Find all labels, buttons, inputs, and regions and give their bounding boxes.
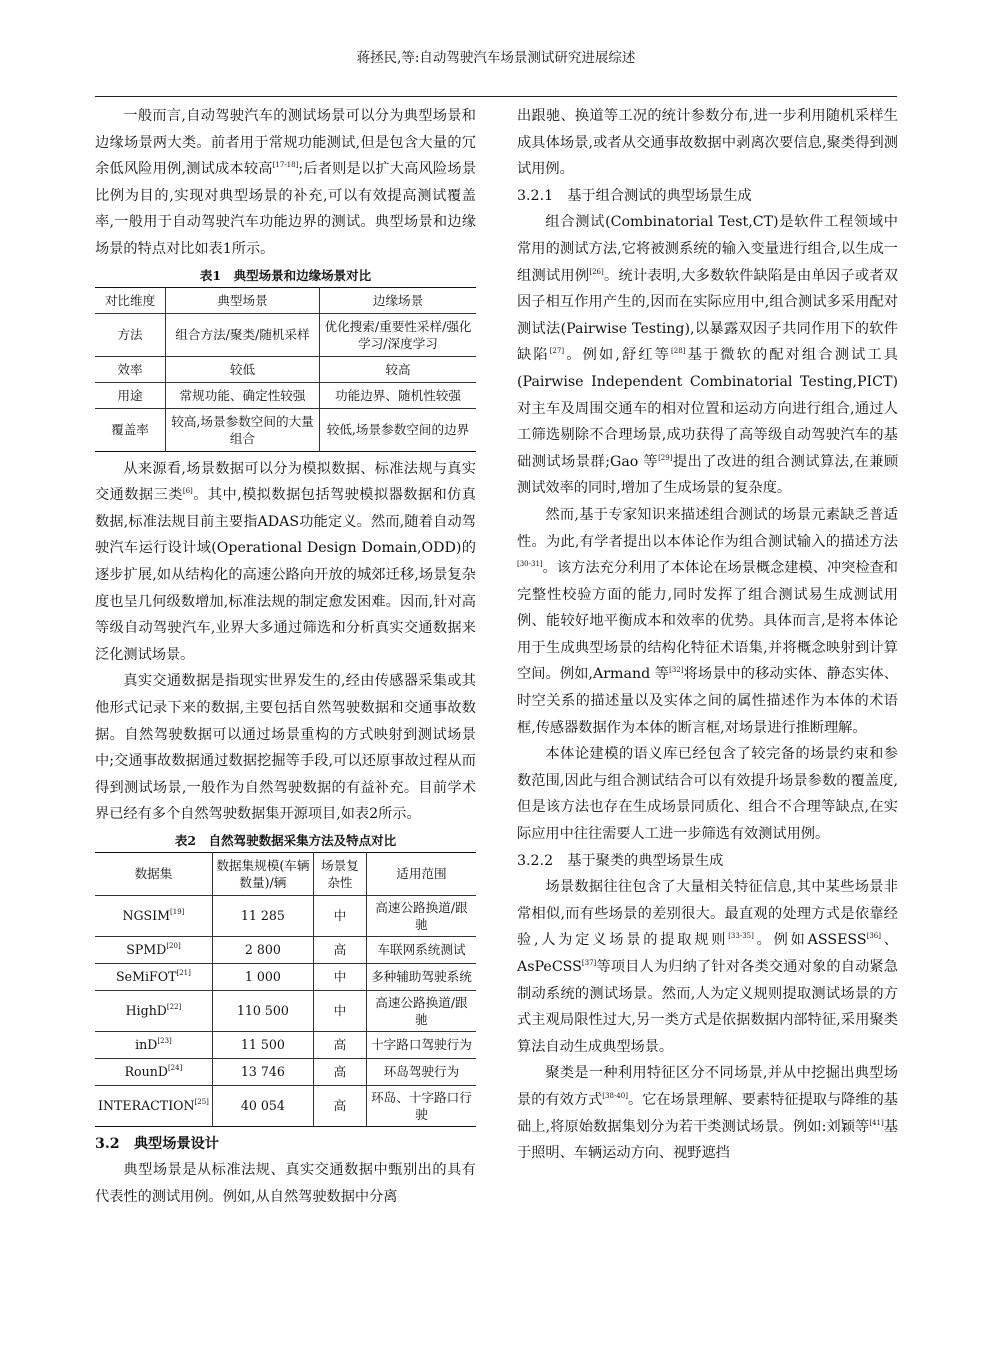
table-cell: 优化搜索/重要性采样/强化学习/深度学习 xyxy=(320,313,477,356)
citation: [17-18] xyxy=(272,161,299,170)
table-cell: 较低,场景参数空间的边界 xyxy=(320,408,477,451)
table2-header: 适用范围 xyxy=(366,852,476,895)
paragraph-data-sources: 从来源看,场景数据可以分为模拟数据、标准法规与真实交通数据三类[6]。其中,模拟数据包括驾驶模拟器数据和仿真数据,标准法规目前主要指ADAS功能定义。然而,随着自动驾驶汽车运行设计域(Operational Design Domain,ODD)的逐步扩展,如从结构化的高速公路向开放的城郊迁移,场景复杂度也呈几何级数增加,标准法规的制定愈发困难。因而,针对高等级自动驾驶汽车,业界大多通过筛选和分析真实交通数据来泛化测试场景。 xyxy=(95,460,476,663)
table2-header: 数据集规模(车辆数量)/辆 xyxy=(212,852,313,895)
table-cell: 40 054 xyxy=(212,1085,313,1126)
table-cell: 高 xyxy=(313,1058,366,1085)
table-cell: 中 xyxy=(313,963,366,990)
table1-header: 典型场景 xyxy=(166,287,320,313)
left-column xyxy=(95,103,476,1211)
table-row xyxy=(95,1031,476,1058)
table-cell: 覆盖率 xyxy=(95,408,166,451)
table-cell: 较低 xyxy=(166,356,320,382)
paragraph-combinatorial-test: 组合测试(Combinatorial Test,CT)是软件工程领域中常用的测试方法,它将被测系统的输入变量进行组合,以生成一组测试用例[26]。统计表明,大多数软件缺陷是由单因子或者双因子相互作用产生的,因而在实际应用中,组合测试多采用配对测试法(Pairwise Testing),以暴露双因子共同作用下的软件缺陷[27]。例如,舒红等[28]基于微软的配对组合测试工具(Pairwise Independent Combinatorial Testing,PICT)对主车及周围交通车的相对位置和运动方向进行组合,通过人工筛选剔除不合理场景,成功获得了高等级自动驾驶汽车的基础测试场景群;Gao 等[29]提出了改进的组合测试算法,在兼顾测试效率的同时,增加了生成场景的复杂度。 xyxy=(517,214,899,497)
table-row xyxy=(95,963,476,990)
paragraph-intro: 一般而言,自动驾驶汽车的测试场景可以分为典型场景和边缘场景两大类。前者用于常规功能测试,但是包含大量的冗余低风险用例,测试成本较高[17-18];后者则是以扩大高风险场景比例为目的,实现对典型场景的补充,可以有效提高测试覆盖率,一般用于自动驾驶汽车功能边界的测试。典型场景和边缘场景的特点对比如表1所示。 xyxy=(95,108,477,257)
table1 xyxy=(95,287,476,452)
running-header: 蒋拯民,等:自动驾驶汽车场景测试研究进展综述 xyxy=(356,50,636,66)
section-heading-3-2: 3.2 典型场景设计 xyxy=(95,1135,219,1152)
right-column xyxy=(517,103,898,1167)
table-cell: 高速公路换道/跟驰 xyxy=(366,895,476,936)
paragraph-rules: 场景数据往往包含了大量相关特征信息,其中某些场景非常相似,而有些场景的差别很大。最直观的处理方式是依靠经验,人为定义场景的提取规则[33-35]。例如ASSESS[36]、AsPeCSS[37]等项目人为归纳了针对各类交通对象的自动紧急制动系统的测试场景。然而,人为定义规则提取测试场景的方式主观局限性过大,另一类方式是依据数据内部特征,采用聚类算法自动生成典型场景。 xyxy=(517,879,898,1055)
table-cell: RounD[24] xyxy=(95,1058,212,1085)
table-cell: 多种辅助驾驶系统 xyxy=(366,963,476,990)
table-cell: 常规功能、确定性较强 xyxy=(166,382,320,408)
table-cell: NGSIM[19] xyxy=(95,895,212,936)
table2-caption: 表2 自然驾驶数据采集方法及特点对比 xyxy=(174,832,397,848)
table-cell: 高 xyxy=(313,1085,366,1126)
table-row xyxy=(95,313,476,356)
table-row xyxy=(95,1085,476,1126)
table-cell: 高速公路换道/跟驰 xyxy=(366,990,476,1031)
table-cell: 十字路口驾驶行为 xyxy=(366,1031,476,1058)
table-cell: 组合方法/聚类/随机采样 xyxy=(166,313,320,356)
table-cell: SPMD[20] xyxy=(95,936,212,963)
table-row xyxy=(95,895,476,936)
citation: [6] xyxy=(182,487,193,496)
paragraph-ontology-limits: 本体论建模的语义库已经包含了较完备的场景约束和参数范围,因此与组合测试结合可以有效提升场景参数的覆盖度,但是该方法也存在生成场景同质化、组合不合理等缺点,在实际应用中往往需要人工进一步筛选有效测试用例。 xyxy=(517,746,898,843)
table-cell: 13 746 xyxy=(212,1058,313,1085)
table-row xyxy=(95,382,476,408)
table-row xyxy=(95,408,476,451)
section-heading-3-2-1: 3.2.1 基于组合测试的典型场景生成 xyxy=(517,187,752,204)
table-cell: inD[23] xyxy=(95,1031,212,1058)
paragraph-continued: 出跟驰、换道等工况的统计参数分布,进一步利用随机采样生成具体场景,或者从交通事故数据中剥离次要信息,聚类得到测试用例。 xyxy=(517,108,898,178)
table2 xyxy=(95,852,476,1127)
table-cell: 方法 xyxy=(95,313,166,356)
table-cell: HighD[22] xyxy=(95,990,212,1031)
table-cell: 效率 xyxy=(95,356,166,382)
table-cell: SeMiFOT[21] xyxy=(95,963,212,990)
table-row xyxy=(95,990,476,1031)
paragraph-real-traffic: 真实交通数据是指现实世界发生的,经由传感器采集或其他形式记录下来的数据,主要包括自然驾驶数据和交通事故数据。自然驾驶数据可以通过场景重构的方式映射到测试场景中;交通事故数据通过数据挖掘等手段,可以还原事故过程从而得到测试场景,一般作为自然驾驶数据的有益补充。目前学术界已经有多个自然驾驶数据集开源项目,如表2所示。 xyxy=(95,673,476,823)
table1-caption: 表1 典型场景和边缘场景对比 xyxy=(199,267,372,283)
table2-header: 数据集 xyxy=(95,852,212,895)
section-heading-3-2-2: 3.2.2 基于聚类的典型场景生成 xyxy=(517,852,724,869)
table2-header: 场景复杂性 xyxy=(313,852,366,895)
table-cell: 环岛、十字路口行驶 xyxy=(366,1085,476,1126)
table-cell: 功能边界、随机性较强 xyxy=(320,382,477,408)
table-cell: 11 500 xyxy=(212,1031,313,1058)
paragraph-ontology: 然而,基于专家知识来描述组合测试的场景元素缺乏普适性。为此,有学者提出以本体论作为组合测试输入的描述方法[30-31]。该方法充分利用了本体论在场景概念建模、冲突检查和完整性校验方面的能力,同时发挥了组合测试易生成测试用例、能较好地平衡成本和效率的优势。具体而言,是将本体论用于生成典型场景的结构化特征术语集,并将概念映射到计算空间。例如,Armand 等[32]将场景中的移动实体、静态实体、时空关系的描述量以及实体之间的属性描述作为本体的术语框,传感器数据作为本体的断言框,对场景进行推断理解。 xyxy=(517,506,898,736)
paragraph-typical-design: 典型场景是从标准法规、真实交通数据中甄别出的具有代表性的测试用例。例如,从自然驾驶数据中分离 xyxy=(95,1162,476,1206)
table1-header: 边缘场景 xyxy=(320,287,477,313)
header-rule xyxy=(95,96,897,97)
paragraph-clustering: 聚类是一种利用特征区分不同场景,并从中挖掘出典型场景的有效方式[38-40]。它在场景理解、要素特征提取与降维的基础上,将原始数据集划分为若干类测试场景。例如:刘颖等[41]基于照明、车辆运动方向、视野遮挡 xyxy=(517,1065,898,1162)
table-cell: 较高 xyxy=(320,356,477,382)
table-cell: 高 xyxy=(313,936,366,963)
table-cell: 中 xyxy=(313,895,366,936)
table-cell: 2 800 xyxy=(212,936,313,963)
table-cell: 车联网系统测试 xyxy=(366,936,476,963)
table-row xyxy=(95,936,476,963)
table-cell: 环岛驾驶行为 xyxy=(366,1058,476,1085)
table-cell: 1 000 xyxy=(212,963,313,990)
table-cell: 较高,场景参数空间的大量组合 xyxy=(166,408,320,451)
table-cell: 用途 xyxy=(95,382,166,408)
table-row xyxy=(95,356,476,382)
table-cell: INTERACTION[25] xyxy=(95,1085,212,1126)
table1-header: 对比维度 xyxy=(95,287,166,313)
table-row xyxy=(95,1058,476,1085)
table-cell: 高 xyxy=(313,1031,366,1058)
table-cell: 110 500 xyxy=(212,990,313,1031)
table-cell: 中 xyxy=(313,990,366,1031)
table-cell: 11 285 xyxy=(212,895,313,936)
